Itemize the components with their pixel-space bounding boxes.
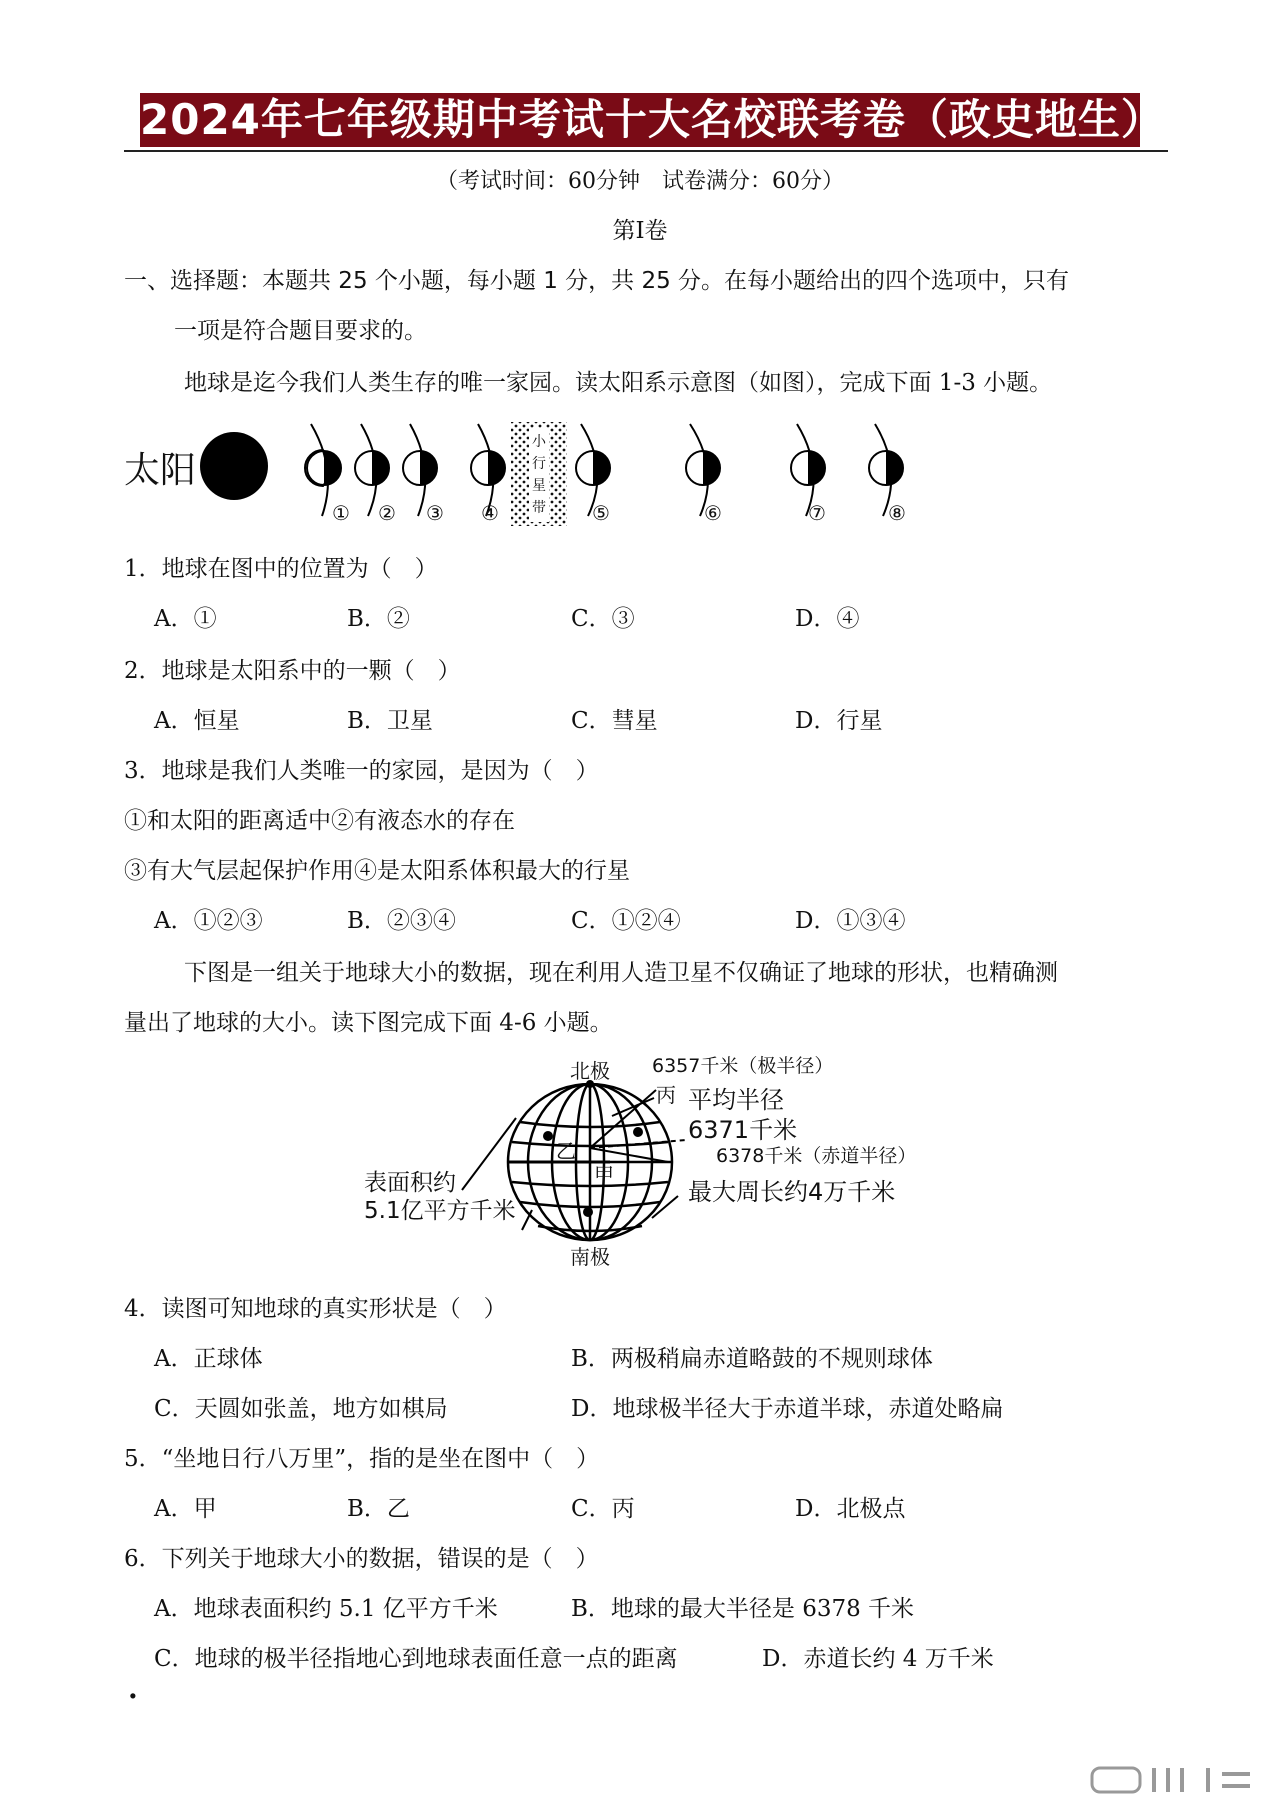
section-heading-line2: 一项是符合题目要求的。: [174, 318, 427, 344]
q3-option-a[interactable]: A．①②③: [154, 908, 263, 934]
jia-label: 甲: [594, 1163, 614, 1187]
exam-title: 2024年七年级期中考试十大名校联考卷（政史地生）: [140, 93, 1140, 147]
yi-label: 乙: [556, 1139, 576, 1163]
q6-option-b[interactable]: B．地球的最大半径是 6378 千米: [571, 1596, 915, 1622]
svg-text:带: 带: [532, 500, 546, 516]
q4-option-c[interactable]: C．天圆如张盖，地方如棋局: [154, 1396, 448, 1422]
svg-text:行: 行: [532, 456, 546, 472]
planet-label-7: ⑦: [808, 501, 826, 525]
equator-radius-label: 6378千米（赤道半径）: [716, 1145, 917, 1167]
part-heading: 第Ⅰ卷: [612, 218, 668, 244]
q4-option-d[interactable]: D．地球极半径大于赤道半球，赤道处略扁: [571, 1396, 1004, 1422]
planet-label-2: ②: [378, 501, 396, 525]
q4-option-a[interactable]: A．正球体: [154, 1346, 263, 1372]
watermark-icon: [1090, 1760, 1260, 1800]
q5-option-a[interactable]: A．甲: [154, 1496, 217, 1522]
q6-option-d[interactable]: D．赤道长约 4 万千米: [762, 1646, 994, 1672]
max-circumference-label: 最大周长约4万千米: [688, 1178, 896, 1206]
footer-dot: .: [128, 1672, 138, 1705]
solar-system-figure: [118, 420, 938, 532]
q3-statement-line1: ①和太阳的距离适中②有液态水的存在: [124, 808, 515, 834]
planet-label-1: ①: [332, 501, 350, 525]
sun-label: 太阳: [124, 450, 197, 491]
q2-option-d[interactable]: D．行星: [795, 708, 883, 734]
q1-option-c[interactable]: C．③: [571, 606, 635, 632]
mean-radius-value: 6371千米: [688, 1116, 798, 1144]
surface-area-label-1: 表面积约: [364, 1170, 456, 1196]
point-bing: [633, 1127, 643, 1137]
q1-option-d[interactable]: D．④: [795, 606, 860, 632]
surface-area-label-2: 5.1亿平方千米: [364, 1198, 516, 1224]
q6-option-c[interactable]: C．地球的极半径指地心到地球表面任意一点的距离: [154, 1646, 678, 1672]
planet-label-8: ⑧: [888, 501, 906, 525]
section-heading-line1: 一、选择题：本题共 25 个小题，每小题 1 分，共 25 分。在每小题给出的四个选项中，只有: [124, 268, 1070, 294]
question-1-stem: 1．地球在图中的位置为（ ）: [124, 556, 438, 582]
q2-option-a[interactable]: A．恒星: [154, 708, 240, 734]
q2-option-c[interactable]: C．彗星: [571, 708, 658, 734]
question-4-stem: 4．读图可知地球的真实形状是（ ）: [124, 1296, 507, 1322]
q1-option-b[interactable]: B．②: [347, 606, 410, 632]
sun-disc: [200, 432, 268, 500]
south-pole-label: 南极: [570, 1245, 610, 1269]
earth-size-figure: [360, 1050, 930, 1272]
intro-paragraph-1: 地球是迄今我们人类生存的唯一家园。读太阳系示意图（如图），完成下面 1-3 小题。: [184, 370, 1053, 396]
q4-option-b[interactable]: B．两极稍扁赤道略鼓的不规则球体: [571, 1346, 933, 1372]
polar-radius-label: 6357千米（极半径）: [652, 1055, 834, 1077]
planet-label-5: ⑤: [592, 501, 610, 525]
q5-option-c[interactable]: C．丙: [571, 1496, 635, 1522]
planet-label-6: ⑥: [704, 501, 722, 525]
question-5-stem: 5．“坐地日行八万里”，指的是坐在图中（ ）: [124, 1446, 600, 1472]
q5-option-b[interactable]: B．乙: [347, 1496, 410, 1522]
planet-label-3: ③: [426, 501, 444, 525]
north-pole-label: 北极: [570, 1059, 610, 1083]
planet-label-4: ④: [481, 501, 499, 525]
q6-option-a[interactable]: A．地球表面积约 5.1 亿平方千米: [154, 1596, 498, 1622]
svg-text:小: 小: [532, 434, 546, 450]
q3-option-b[interactable]: B．②③④: [347, 908, 456, 934]
q5-option-d[interactable]: D．北极点: [795, 1496, 906, 1522]
q3-option-c[interactable]: C．①②④: [571, 908, 681, 934]
intro-paragraph-2-line2: 量出了地球的大小。读下图完成下面 4-6 小题。: [124, 1010, 613, 1036]
intro-paragraph-2-line1: 下图是一组关于地球大小的数据，现在利用人造卫星不仅确证了地球的形状，也精确测: [184, 960, 1058, 986]
asteroid-belt: [511, 422, 567, 526]
exam-subtitle: （考试时间：60分钟 试卷满分：60分）: [436, 169, 844, 194]
svg-text:星: 星: [532, 478, 546, 494]
q3-option-d[interactable]: D．①③④: [795, 908, 906, 934]
q3-statement-line2: ③有大气层起保护作用④是太阳系体积最大的行星: [124, 858, 630, 884]
question-2-stem: 2．地球是太阳系中的一颗（ ）: [124, 658, 461, 684]
q1-option-a[interactable]: A．①: [154, 606, 217, 632]
title-underline: [124, 150, 1168, 152]
q2-option-b[interactable]: B．卫星: [347, 708, 433, 734]
point-yi: [543, 1131, 553, 1141]
mean-radius-label: 平均半径: [688, 1086, 784, 1114]
point-jia: [583, 1207, 593, 1217]
question-3-stem: 3．地球是我们人类唯一的家园，是因为（ ）: [124, 758, 599, 784]
question-6-stem: 6．下列关于地球大小的数据，错误的是（ ）: [124, 1546, 599, 1572]
bing-label: 丙: [656, 1083, 676, 1107]
